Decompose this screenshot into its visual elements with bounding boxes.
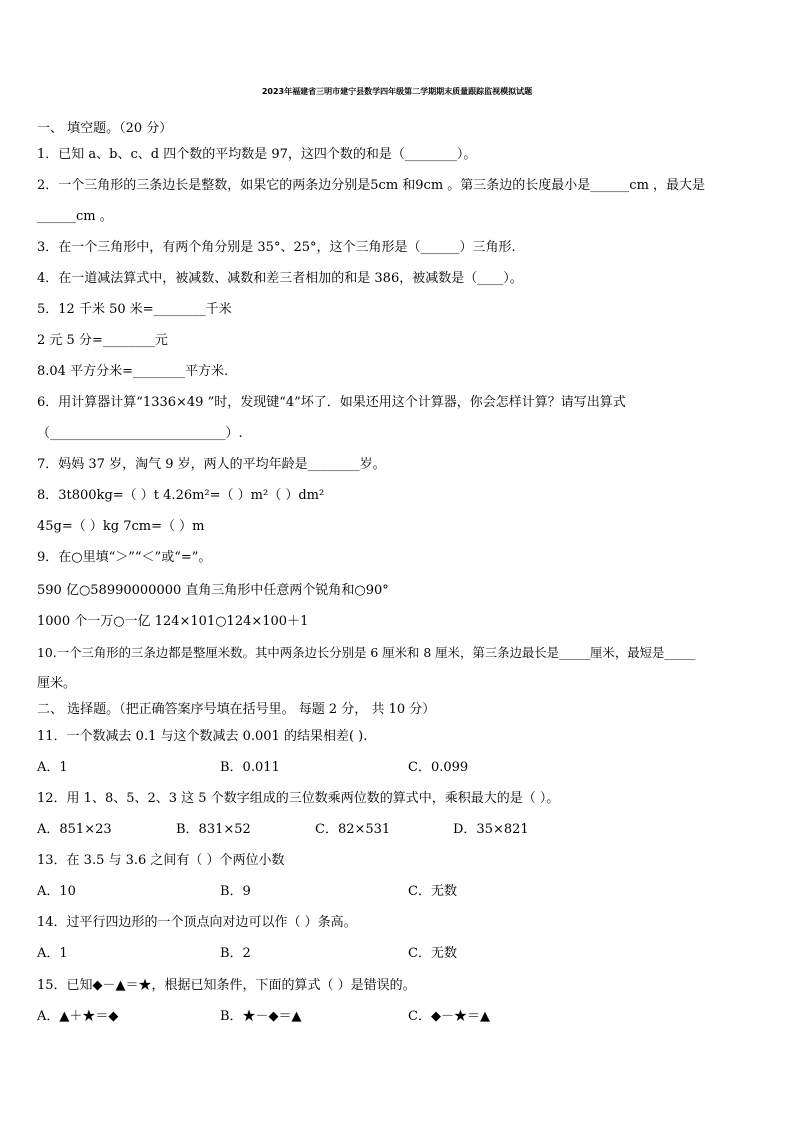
question-12-option-c: C．82×531 xyxy=(315,822,391,837)
question-11-option-a: A．1 xyxy=(37,760,68,775)
question-7: 7．妈妈 37 岁，淘气 9 岁，两人的平均年龄是________岁。 xyxy=(37,457,386,472)
question-14-option-b: B．2 xyxy=(220,946,251,961)
question-9-row-2: 1000 个一万○一亿 124×101○124×100＋1 xyxy=(37,614,309,629)
question-13-option-c: C．无数 xyxy=(408,884,457,899)
question-15-option-c: C．◆－★＝▲ xyxy=(408,1009,490,1024)
question-12-option-a: A．851×23 xyxy=(37,822,112,837)
question-5-part-1: 5．12 千米 50 米=________千米 xyxy=(37,302,232,317)
question-15: 15．已知◆－▲＝★，根据已知条件，下面的算式（ ）是错误的。 xyxy=(37,978,416,993)
question-8-row-1: 8．3t800kg=（ ）t 4.26m²=（ ）m²（ ）dm² xyxy=(37,488,325,503)
question-9: 9．在○里填“＞”“＜”或“=”。 xyxy=(37,550,212,565)
question-8-row-2: 45g=（ ）kg 7cm=（ ）m xyxy=(37,519,205,534)
question-10: 10.一个三角形的三条边都是整厘米数。其中两条边长分别是 6 厘米和 8 厘米，第三条边最长是_____厘米，最短是_____ xyxy=(37,645,696,660)
question-5-part-3: 8.04 平方分米=________平方米. xyxy=(37,364,229,379)
question-6-answer-line: （___________________________）. xyxy=(37,426,243,441)
question-4: 4．在一道减法算式中，被减数、减数和差三者相加的和是 386，被减数是（____）。 xyxy=(37,271,523,286)
section-2-heading: 二、 选择题。（把正确答案序号填在括号里。 每题 2 分， 共 10 分） xyxy=(37,702,436,717)
question-14-option-a: A．1 xyxy=(37,946,68,961)
question-13-option-b: B．9 xyxy=(220,884,251,899)
question-12-option-d: D．35×821 xyxy=(453,822,529,837)
question-14-option-c: C．无数 xyxy=(408,946,457,961)
page-title: 2023年福建省三明市建宁县数学四年级第二学期期末质量跟踪监视模拟试题 xyxy=(261,87,533,96)
question-10-continued: 厘米。 xyxy=(37,676,77,691)
question-6: 6．用计算器计算“1336×49 ”时，发现键“4”坏了．如果还用这个计算器，你会怎样计算？请写出算式 xyxy=(37,395,626,410)
question-9-row-1: 590 亿○58990000000 直角三角形中任意两个锐角和○90° xyxy=(37,583,389,598)
question-11-option-c: C．0.099 xyxy=(408,760,469,775)
question-2: 2．一个三角形的三条边长是整数，如果它的两条边分别是5cm 和9cm 。第三条边的长度最小是______cm ，最大是 xyxy=(37,178,706,193)
question-2-continued: ______cm 。 xyxy=(37,209,113,224)
question-13-option-a: A．10 xyxy=(37,884,76,899)
question-15-option-a: A．▲＋★＝◆ xyxy=(37,1009,119,1024)
question-3: 3．在一个三角形中，有两个角分别是 35°、25°，这个三角形是（______）三角形. xyxy=(37,240,516,255)
question-5-part-2: 2 元 5 分=________元 xyxy=(37,333,168,348)
question-14: 14．过平行四边形的一个顶点向对边可以作（ ）条高。 xyxy=(37,915,357,930)
question-15-option-b: B．★－◆＝▲ xyxy=(220,1009,302,1024)
question-11: 11．一个数减去 0.1 与这个数减去 0.001 的结果相差( ). xyxy=(37,729,368,744)
section-1-heading: 一、 填空题。（20 分） xyxy=(37,121,173,136)
question-12-option-b: B．831×52 xyxy=(176,822,251,837)
question-1: 1．已知 a、b、c、d 四个数的平均数是 97，这四个数的和是（________）。 xyxy=(37,147,477,162)
question-11-option-b: B．0.011 xyxy=(220,760,280,775)
question-13: 13．在 3.5 与 3.6 之间有（ ）个两位小数 xyxy=(37,853,285,868)
question-12: 12．用 1、8、5、2、3 这 5 个数字组成的三位数乘两位数的算式中，乘积最大的是（ ）。 xyxy=(37,791,560,806)
